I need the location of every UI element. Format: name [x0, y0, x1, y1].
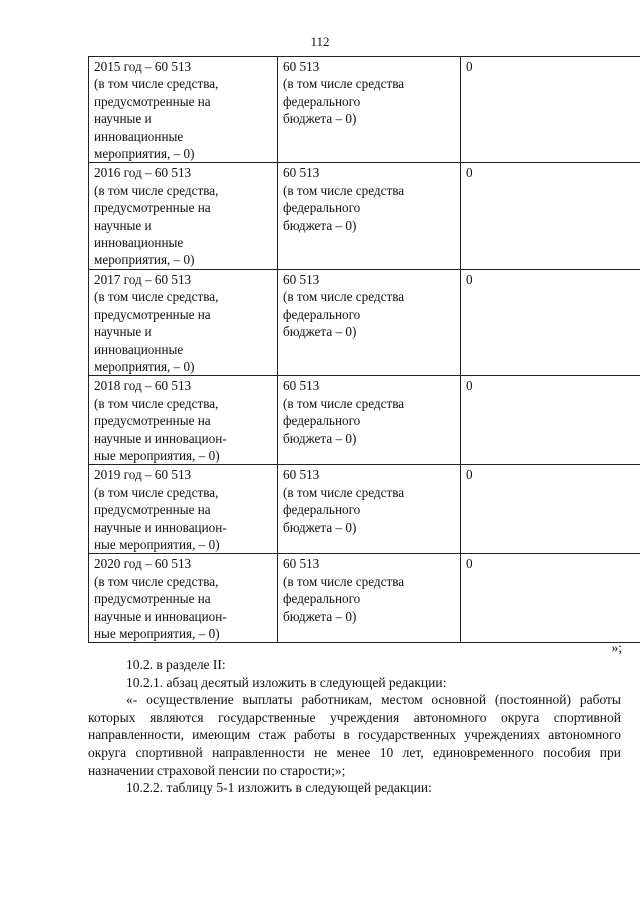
budget-table: [88, 56, 640, 643]
table-cell-year-funding: 2019 год – 60 513 (в том числе средства, предусмотренные на научные и инновацион- ные мероприятия, – 0): [89, 465, 278, 554]
closing-quote: »;: [611, 640, 622, 655]
table-cell-funding-amount: 60 513 (в том числе средства федерального бюджета – 0): [278, 269, 461, 375]
table-cell-value: 0: [461, 57, 640, 163]
table-cell-year-funding: 2020 год – 60 513 (в том числе средства, предусмотренные на научные и инновацион- ные мероприятия, – 0): [89, 554, 278, 643]
table-cell-year-funding: 2018 год – 60 513 (в том числе средства, предусмотренные на научные и инновацион- ные мероприятия, – 0): [89, 376, 278, 465]
page-number: 112: [310, 34, 330, 49]
table-cell-year-funding: 2017 год – 60 513 (в том числе средства, предусмотренные на научные и инновационные мероприятия, – 0): [89, 269, 278, 375]
paragraph-table-instruction: 10.2.2. таблицу 5-1 изложить в следующей редакции:: [126, 780, 432, 796]
table-row: [89, 269, 640, 375]
table-cell-value: 0: [461, 465, 640, 554]
paragraph-amendment-text: «- осуществление выплаты работникам, местом основной (постоянной) работы которых являются государственные учреждения автономного округа спортивной направленности, имеющим стаж работы в государственных учреждениях автономного округа спортивной направленности не менее 10 лет, единовременного пособия при назначении страховой пенсии по старости;»;: [88, 692, 621, 778]
table-cell-year-funding: 2015 год – 60 513 (в том числе средства, предусмотренные на научные и инновационные мероприятия, – 0): [89, 57, 278, 163]
table-row: [89, 57, 640, 163]
table-row: [89, 465, 640, 554]
table-row: [89, 376, 640, 465]
table-cell-funding-amount: 60 513 (в том числе средства федерального бюджета – 0): [278, 554, 461, 643]
table-cell-funding-amount: 60 513 (в том числе средства федерального бюджета – 0): [278, 465, 461, 554]
table-cell-value: 0: [461, 376, 640, 465]
table-cell-value: 0: [461, 163, 640, 269]
table-cell-year-funding: 2016 год – 60 513 (в том числе средства, предусмотренные на научные и инновационные мероприятия, – 0): [89, 163, 278, 269]
paragraph-section-heading: 10.2. в разделе II:: [126, 657, 226, 672]
table-cell-funding-amount: 60 513 (в том числе средства федерального бюджета – 0): [278, 163, 461, 269]
table-cell-funding-amount: 60 513 (в том числе средства федерального бюджета – 0): [278, 57, 461, 163]
table-cell-funding-amount: 60 513 (в том числе средства федерального бюджета – 0): [278, 376, 461, 465]
paragraph-amendment-intro: 10.2.1. абзац десятый изложить в следующей редакции:: [126, 674, 447, 690]
document-body: [88, 656, 621, 797]
table-row: [89, 554, 640, 643]
table-cell-value: 0: [461, 554, 640, 643]
table-cell-value: 0: [461, 269, 640, 375]
table-row: [89, 163, 640, 269]
